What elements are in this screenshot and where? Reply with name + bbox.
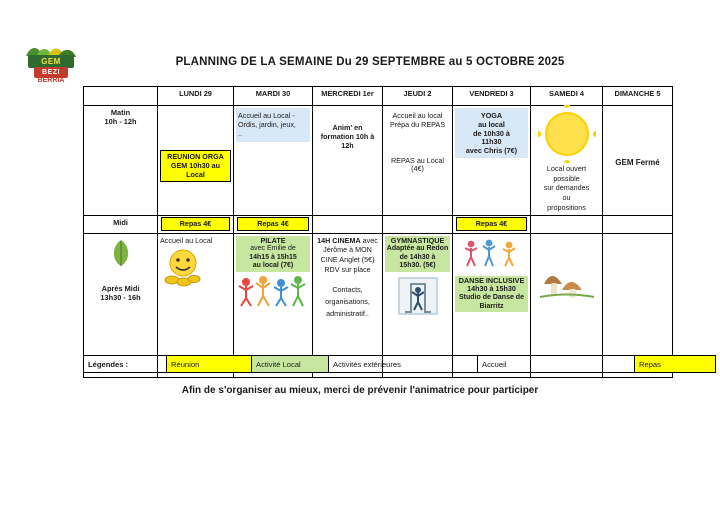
danse-line1: DANSE INCLUSIVE bbox=[458, 275, 525, 285]
yoga-line4: 11h30 bbox=[481, 137, 502, 147]
cell-midi-mercredi bbox=[313, 215, 383, 233]
cell-midi-dimanche bbox=[603, 215, 673, 233]
cell-matin-samedi bbox=[531, 106, 603, 216]
samedi-line3: sur demandes bbox=[543, 183, 590, 193]
pilate-line1: PILATE bbox=[260, 235, 286, 245]
accueil-mardi-line1: Accueil au Local - bbox=[238, 111, 295, 120]
admin-line1: Contacts, bbox=[332, 285, 363, 295]
accueil-prepa-repas-box bbox=[385, 108, 450, 132]
cell-midi-lundi bbox=[158, 215, 234, 233]
samedi-line5: propositions bbox=[547, 202, 586, 212]
apm-label-line2: 13h30 - 16h bbox=[100, 292, 141, 302]
cell-midi-mardi bbox=[234, 215, 313, 233]
cell-apm-lundi bbox=[158, 233, 234, 355]
gymnastique-box bbox=[385, 236, 450, 272]
sun-icon bbox=[547, 114, 587, 154]
dance-icon bbox=[459, 238, 525, 268]
cell-apm-samedi bbox=[531, 233, 603, 355]
jeudi-matin-line4: (4€) bbox=[411, 164, 424, 174]
legend-item-repas: Repas bbox=[635, 356, 716, 373]
admin-line3: administratif.. bbox=[326, 308, 369, 318]
cinema-line3: CINE Anglet (5€) bbox=[320, 255, 375, 265]
accueil-local-mardi-box bbox=[236, 108, 310, 142]
table-header-row bbox=[84, 87, 673, 106]
col-jeudi: JEUDI 2 bbox=[383, 87, 453, 106]
pilate-line2: avec Emilie de bbox=[250, 245, 296, 253]
yoga-box bbox=[455, 108, 528, 158]
row-apres-midi bbox=[84, 233, 673, 355]
col-lundi: LUNDI 29 bbox=[158, 87, 234, 106]
time-label-apres-midi bbox=[84, 233, 158, 355]
samedi-text bbox=[533, 164, 600, 213]
accueil-mardi-line3: .. bbox=[238, 128, 242, 138]
matin-label-line1: Matin bbox=[110, 108, 131, 117]
legend-label: Légendes : bbox=[84, 356, 167, 373]
leaf-icon bbox=[108, 238, 134, 268]
gym-line4: 15h30. (5€) bbox=[399, 262, 436, 270]
repas-mardi-box: Repas 4€ bbox=[237, 217, 309, 232]
footer-note: Afin de s'organiser au mieux, merci de prévenir l'animatrice pour participer bbox=[181, 385, 539, 396]
time-label-midi: Midi bbox=[84, 215, 158, 233]
cell-apm-vendredi bbox=[453, 233, 531, 355]
anim-line1: Anim' en bbox=[332, 123, 363, 132]
pilate-line4: au local (7€) bbox=[252, 262, 294, 270]
pilate-line3: 14h15 à 15h15 bbox=[249, 253, 297, 261]
row-matin bbox=[84, 106, 673, 216]
cell-matin-lundi bbox=[158, 106, 234, 216]
cinema-line1b: avec bbox=[360, 235, 378, 245]
danse-inclusive-box bbox=[455, 276, 528, 313]
col-mercredi: MERCREDI 1er bbox=[313, 87, 383, 106]
reunion-orga-line2: GEM 10h30 au bbox=[170, 160, 221, 170]
cell-midi-jeudi bbox=[383, 215, 453, 233]
row-midi bbox=[84, 215, 673, 233]
col-corner bbox=[84, 87, 158, 106]
samedi-line1: Local ouvert bbox=[546, 164, 587, 173]
cell-matin-mardi bbox=[234, 106, 313, 216]
cell-apm-mardi bbox=[234, 233, 313, 355]
legend-row bbox=[84, 356, 716, 373]
gym-line1: GYMNASTIQUE bbox=[390, 235, 445, 245]
danse-line4: Biarritz bbox=[479, 302, 504, 310]
logo-text-gem: GEM bbox=[41, 57, 61, 66]
cell-apm-mercredi bbox=[313, 233, 383, 355]
people-exercise-icon bbox=[236, 274, 310, 308]
cinema-line4: RDV sur place bbox=[324, 264, 371, 274]
col-dimanche: DIMANCHE 5 bbox=[603, 87, 673, 106]
anim-line3: 12h bbox=[341, 140, 354, 150]
accueil-mardi-line2: Ordis, jardin, jeux, bbox=[238, 119, 296, 129]
accueil-lundi-apm: Accueil au Local bbox=[160, 235, 213, 245]
mushrooms-icon bbox=[538, 264, 596, 300]
cell-midi-vendredi bbox=[453, 215, 531, 233]
reunion-orga-box bbox=[160, 150, 231, 182]
legend-item-accueil: Accueil bbox=[478, 356, 635, 373]
time-label-matin bbox=[84, 106, 158, 216]
legend-item-reunion: Réunion bbox=[167, 356, 252, 373]
col-vendredi: VENDREDI 3 bbox=[453, 87, 531, 106]
matin-label-line2: 10h - 12h bbox=[104, 117, 137, 126]
legend-item-activites-exterieures: Activités extérieures bbox=[329, 356, 478, 373]
cinema-line1: 14H CINEMA bbox=[317, 235, 361, 245]
repas-local-jeudi-box bbox=[385, 139, 450, 177]
cell-matin-jeudi bbox=[383, 106, 453, 216]
dimanche-text: GEM Fermé bbox=[615, 158, 660, 167]
repas-lundi-box: Repas 4€ bbox=[161, 217, 230, 232]
reunion-orga-line1: REUNION ORGA bbox=[167, 152, 224, 161]
yoga-line1: YOGA bbox=[480, 111, 503, 120]
gymnastics-icon bbox=[395, 274, 441, 318]
anim-line2: formation 10h à bbox=[320, 131, 375, 141]
jeudi-matin-line3: REPAS au Local bbox=[390, 155, 444, 165]
planning-table bbox=[83, 86, 673, 378]
cell-apm-jeudi bbox=[383, 233, 453, 355]
cell-apm-dimanche bbox=[603, 233, 673, 355]
admin-tasks-box bbox=[315, 284, 380, 319]
logo-text-bezi: BEZI bbox=[42, 69, 60, 76]
cell-midi-samedi bbox=[531, 215, 603, 233]
cell-matin-vendredi bbox=[453, 106, 531, 216]
legend-table bbox=[83, 355, 716, 373]
legend-item-activite-local: Activité Local bbox=[252, 356, 329, 373]
danse-line3: Studio de Danse de bbox=[459, 294, 524, 302]
samedi-line2: possible bbox=[553, 173, 580, 183]
reunion-orga-line3: Local bbox=[186, 169, 205, 179]
page-title: PLANNING DE LA SEMAINE Du 29 SEPTEMBRE au 5 OCTOBRE 2025 bbox=[175, 56, 565, 68]
repas-vendredi-box: Repas 4€ bbox=[456, 217, 527, 232]
danse-line2: 14h30 à 15h30 bbox=[467, 284, 516, 294]
col-samedi: SAMEDI 4 bbox=[531, 87, 603, 106]
apm-label-line1: Après Midi bbox=[101, 283, 140, 293]
yoga-line2: au local bbox=[478, 119, 505, 129]
col-mardi: MARDI 30 bbox=[234, 87, 313, 106]
gym-line3: de 14h30 à bbox=[399, 253, 436, 261]
yoga-line5: avec Chris (7€) bbox=[465, 146, 518, 156]
cell-matin-mercredi bbox=[313, 106, 383, 216]
yoga-line3: de 10h30 à bbox=[473, 128, 510, 138]
cell-matin-dimanche bbox=[603, 106, 673, 216]
pilate-box bbox=[236, 236, 310, 272]
samedi-line4: ou bbox=[562, 193, 571, 203]
cinema-box bbox=[315, 236, 380, 275]
jeudi-matin-line2: Prépa du REPAS bbox=[389, 119, 445, 129]
admin-line2: organisations, bbox=[325, 296, 370, 306]
anim-formation-box bbox=[315, 108, 380, 152]
jeudi-matin-line1: Accueil au local bbox=[392, 111, 443, 120]
gym-line2: Adaptée au Redon bbox=[386, 245, 449, 253]
smiley-money-icon bbox=[160, 247, 206, 287]
logo-text-berria: BERRIA bbox=[37, 77, 65, 84]
cinema-line2: Jérôme à MON bbox=[323, 245, 372, 255]
gem-bezi-berria-logo bbox=[24, 44, 78, 82]
